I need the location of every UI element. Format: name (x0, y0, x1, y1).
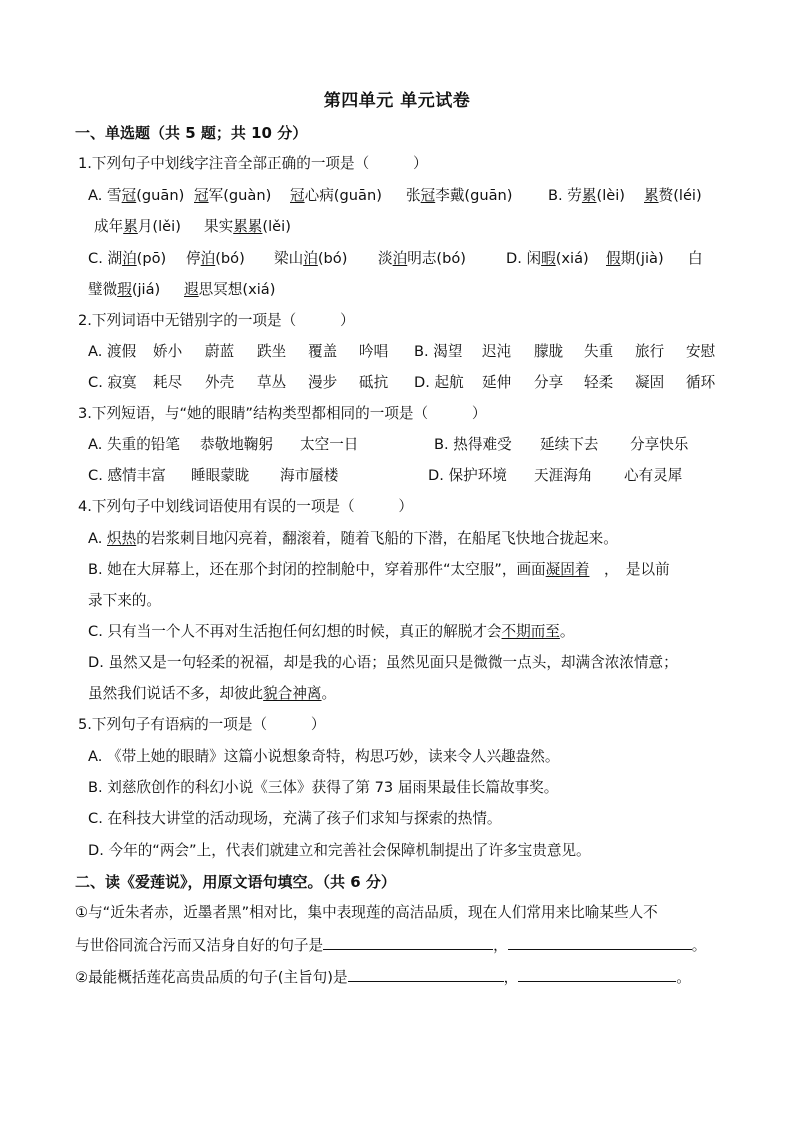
q2-word: 朦胧 (534, 343, 564, 360)
option-d-item-3-cont: 璧微瑕(jiá) (88, 281, 161, 298)
q2-word: 砥抗 (359, 374, 389, 391)
q2-word: A. 渡假 (88, 343, 137, 360)
q3-phrase: 心有灵犀 (624, 467, 683, 484)
question-5-option-d: D. 今年的“两会”上，代表们就建立和完善社会保障机制提出了许多宝贵意见。 (88, 842, 591, 859)
q2-word: 循环 (686, 374, 716, 391)
option-b-item-1: B. 劳累(lèi) (548, 187, 625, 204)
q2-word: 娇小 (153, 343, 183, 360)
option-d-item-4: 遐思冥想(xiá) (184, 281, 276, 298)
q2-word: 吟唱 (359, 343, 389, 360)
q2-word: 失重 (584, 343, 614, 360)
fill-2-blank-2[interactable] (518, 965, 676, 982)
section-2-heading: 二、读《爱莲说》，用原文语句填空。（共 6 分） (75, 873, 396, 891)
fill-1-blank-2[interactable] (508, 933, 692, 950)
fill-1-blank-1[interactable] (323, 933, 493, 950)
question-5-option-b: B. 刘慈欣创作的科幻小说《三体》获得了第 73 届雨果最佳长篇故事奖。 (88, 779, 559, 796)
q2-word: D. 起航 (414, 374, 464, 391)
question-4-option-b: B. 她在大屏幕上，还在那个封闭的控制舱中，穿着那件“太空服”，画面凝固着 ， 是以前 (88, 561, 670, 578)
fill-1-line-2: 与世俗同流合污而又洁身自好的句子是 ， 。 (75, 933, 706, 955)
option-a-item-3: 冠心病(guān) (290, 187, 382, 204)
option-c-item-4: 淡泊明志(bó) (378, 250, 466, 267)
option-a-item-4: 张冠李戴(guān) (406, 187, 513, 204)
fill-1-prompt: ①与“近朱者赤，近墨者黑”相对比，集中表现莲的高洁品质，现在人们常用来比喻某些人不 (75, 904, 658, 921)
q3-phrase: 恭敬地鞠躬 (200, 436, 273, 453)
q2-word: C. 寂寞 (88, 374, 137, 391)
option-d-item-2: 假期(jià) (606, 250, 664, 267)
option-d-item-1: D. 闲暇(xiá) (506, 250, 589, 267)
q2-word: 跌坐 (257, 343, 287, 360)
q2-word: 轻柔 (584, 374, 614, 391)
q2-word: 旅行 (635, 343, 665, 360)
q3-phrase: 海市蜃楼 (280, 467, 339, 484)
option-c-item-2: 停泊(bó) (186, 250, 245, 267)
question-4-option-d-cont: 虽然我们说话不多，却彼此貌合神离。 (88, 685, 337, 702)
option-c-item-3: 梁山泊(bó) (274, 250, 348, 267)
page-title: 第四单元 单元试卷 (323, 91, 471, 111)
q2-word: 漫步 (308, 374, 338, 391)
question-4-option-b-cont: 录下来的。 (88, 592, 161, 609)
fill-2-line: ②最能概括莲花高贵品质的句子(主旨句)是 ， 。 (75, 965, 691, 987)
question-4-stem: 4.下列句子中划线词语使用有误的一项是（ ） (78, 498, 413, 515)
question-4-option-d: D. 虽然又是一句轻柔的祝福，却是我的心语；虽然见面只是微微一点头，却满含浓浓情意； (88, 654, 678, 671)
option-b-item-4: 果实累累(lěi) (204, 218, 291, 235)
q3-phrase: B. 热得难受 (434, 436, 512, 453)
question-5-option-c: C. 在科技大讲堂的活动现场，充满了孩子们求知与探索的热情。 (88, 810, 502, 827)
option-b-item-2: 累赘(léi) (644, 187, 702, 204)
q3-phrase: A. 失重的铅笔 (88, 436, 180, 453)
q2-word: 草丛 (257, 374, 287, 391)
question-4-option-a: A. 炽热的岩浆刺目地闪亮着，翻滚着，随着飞船的下潜，在船尾飞快地合拢起来。 (88, 530, 618, 547)
q3-phrase: 太空一日 (300, 436, 359, 453)
q3-phrase: 分享快乐 (630, 436, 689, 453)
question-1-stem: 1.下列句子中划线字注音全部正确的一项是（ ） (78, 155, 428, 172)
question-5-stem: 5.下列句子有语病的一项是（ ） (78, 716, 326, 733)
q3-phrase: 延续下去 (540, 436, 599, 453)
question-2-stem: 2.下列词语中无错别字的一项是（ ） (78, 312, 355, 329)
option-c-item-1: C. 湖泊(pō) (88, 250, 167, 267)
q2-word: 安慰 (686, 343, 716, 360)
q2-word: B. 渴望 (414, 343, 463, 360)
option-d-item-3: 白 (688, 250, 703, 267)
q3-phrase: 天涯海角 (534, 467, 593, 484)
question-5-option-a: A. 《带上她的眼睛》这篇小说想象奇特，构思巧妙，读来令人兴趣盎然。 (88, 748, 560, 765)
q2-word: 蔚蓝 (205, 343, 235, 360)
question-3-stem: 3.下列短语，与“她的眼睛”结构类型都相同的一项是（ ） (78, 405, 487, 422)
option-a-item-2: 冠军(guàn) (194, 187, 272, 204)
option-b-item-3: 成年累月(lěi) (94, 218, 181, 235)
q2-word: 延伸 (482, 374, 512, 391)
q2-word: 外壳 (205, 374, 235, 391)
q3-phrase: C. 感情丰富 (88, 467, 166, 484)
section-1-heading: 一、单选题（共 5 题；共 10 分） (75, 124, 308, 142)
q2-word: 迟沌 (482, 343, 512, 360)
q2-word: 覆盖 (308, 343, 338, 360)
option-a-item-1: A. 雪冠(guān) (88, 187, 185, 204)
q2-word: 分享 (534, 374, 564, 391)
q3-phrase: 睡眼蒙眬 (191, 467, 250, 484)
fill-2-blank-1[interactable] (348, 965, 504, 982)
q3-phrase: D. 保护环境 (428, 467, 507, 484)
question-4-option-c: C. 只有当一个人不再对生活抱任何幻想的时候，真正的解脱才会不期而至。 (88, 623, 575, 640)
q2-word: 耗尽 (153, 374, 183, 391)
q2-word: 凝固 (635, 374, 665, 391)
